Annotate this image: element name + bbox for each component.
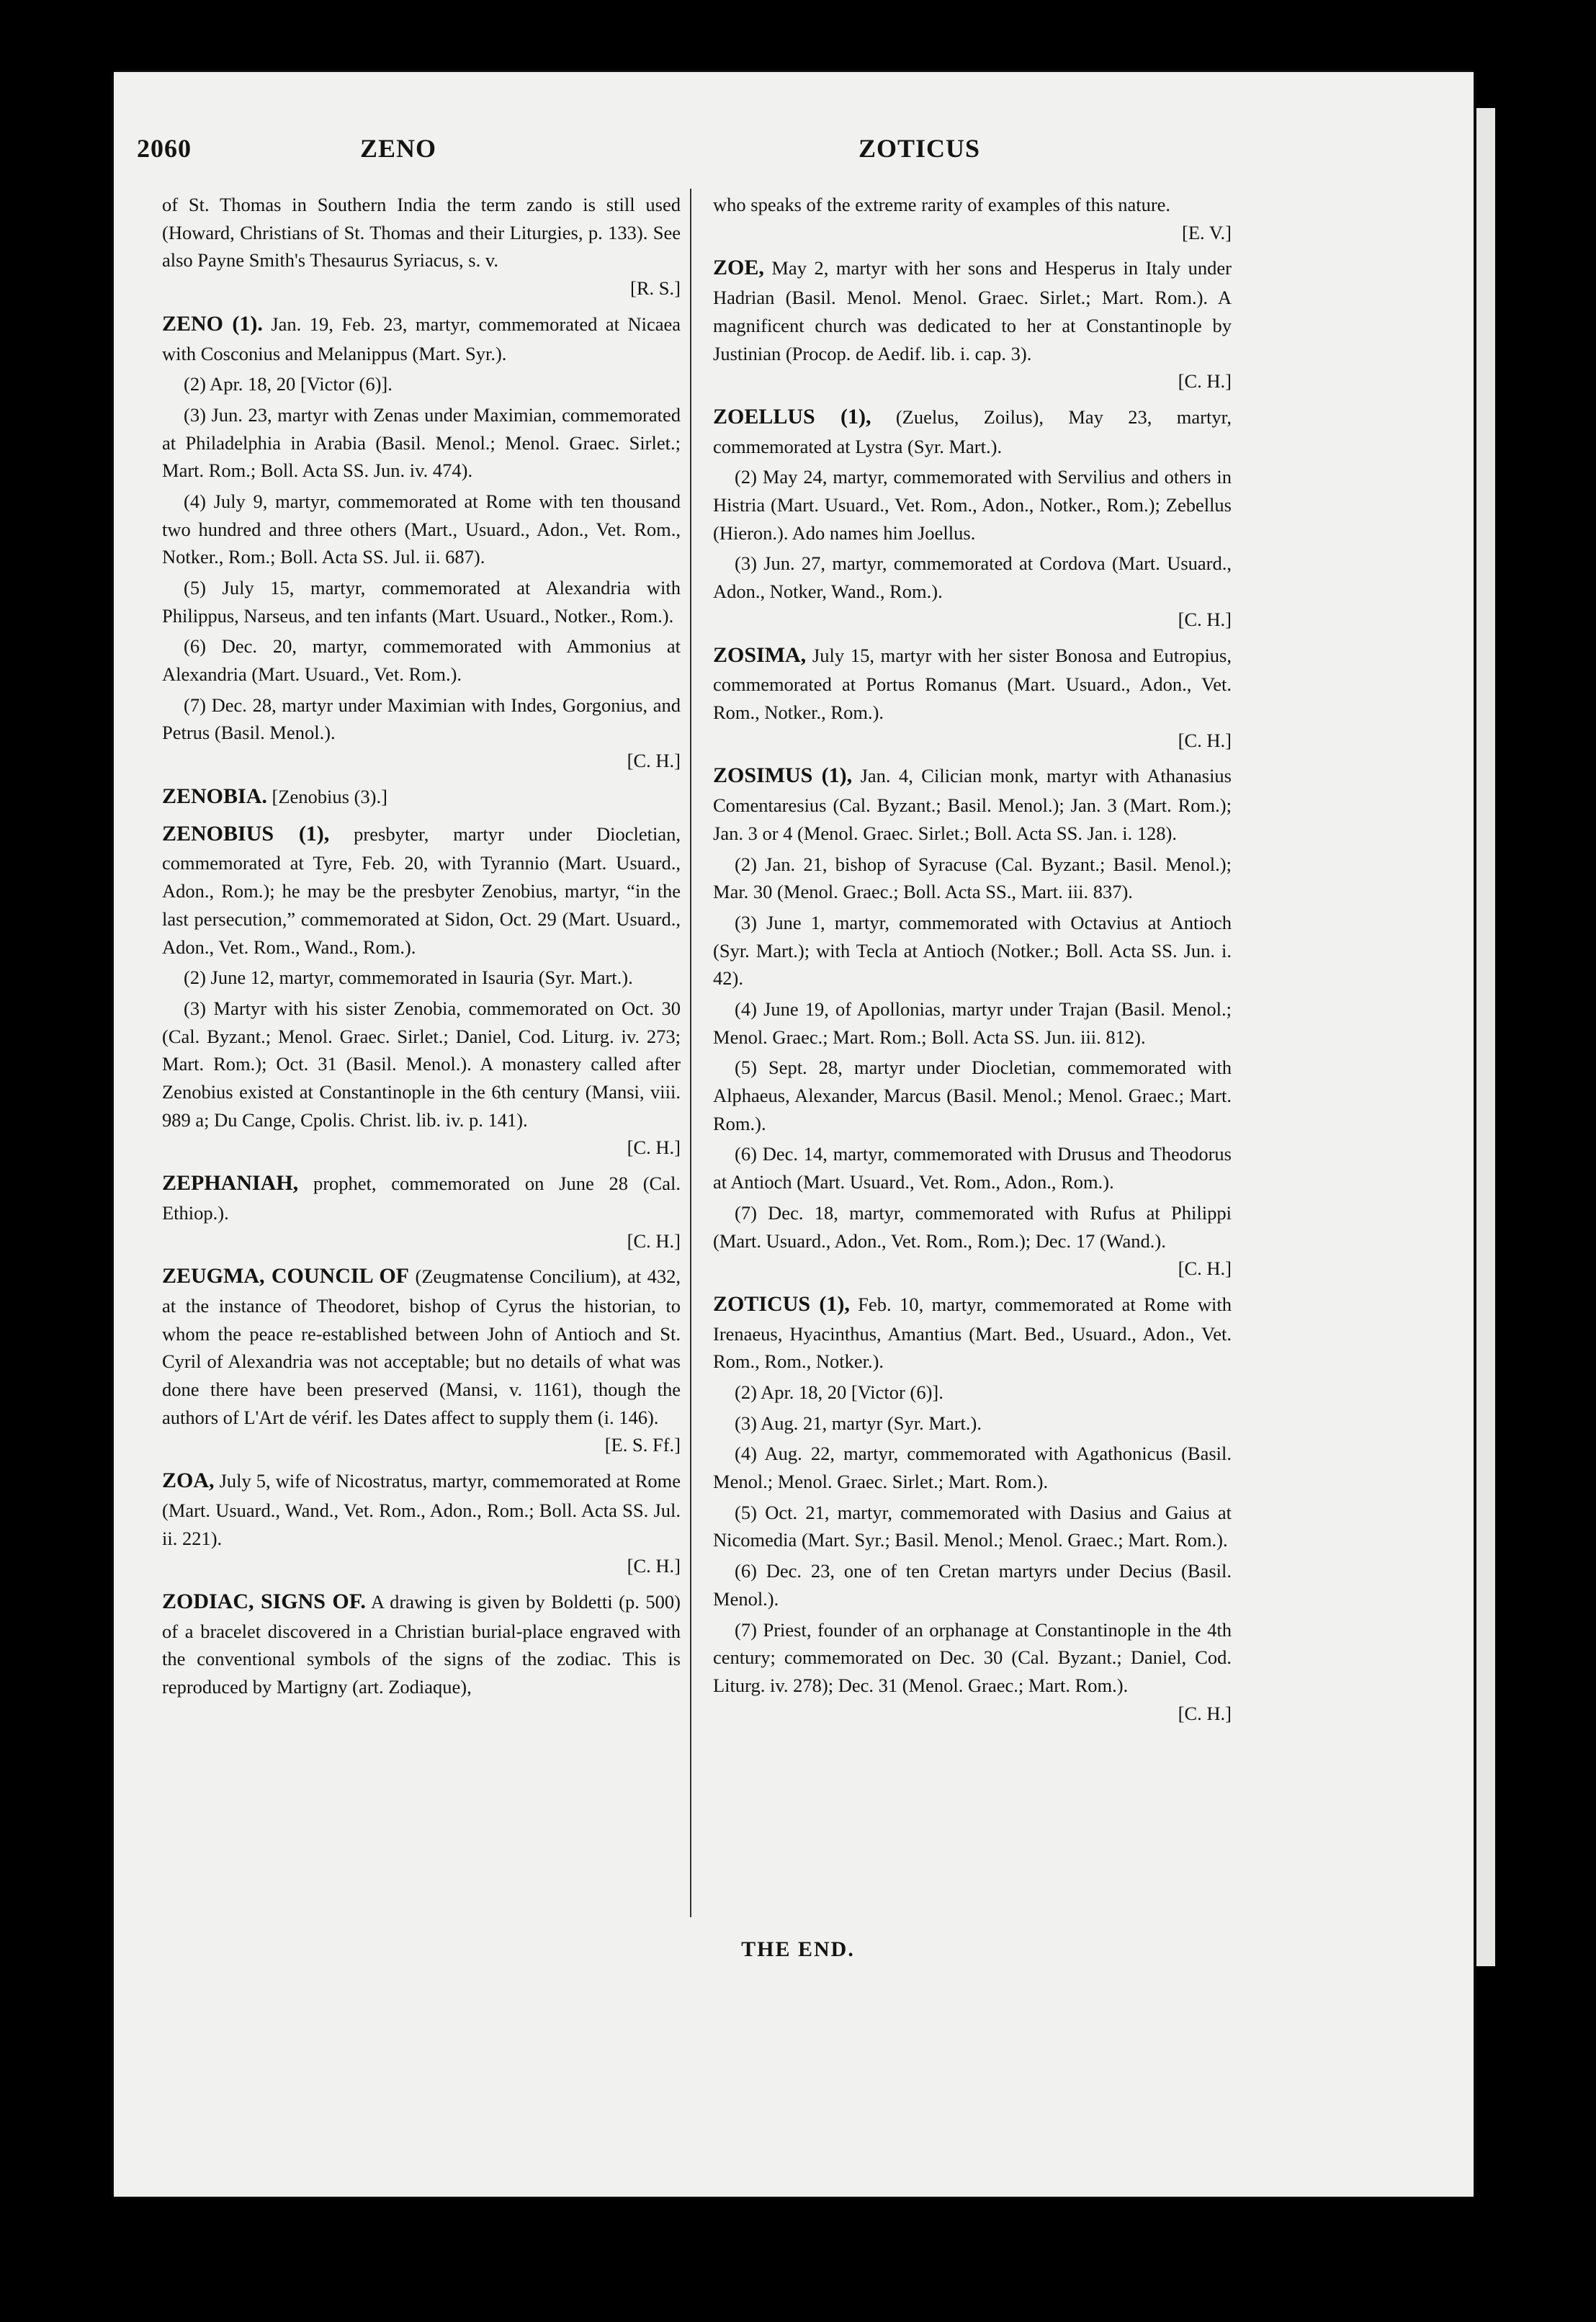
entry-text: who speaks of the extreme rarity of examples of this nature.: [713, 194, 1171, 215]
running-header: [0, 133, 1596, 176]
entry-text: (4) June 19, of Apollonias, martyr under Trajan (Basil. Menol.; Menol. Graec.; Mart. Rom.; Boll. Acta SS. Jun. iii. 812).: [713, 998, 1232, 1048]
entry-headword: ZENO (1).: [162, 311, 263, 336]
right-column: [713, 191, 1232, 1730]
author-signature: [C. H.]: [627, 1229, 681, 1252]
dictionary-entry: [713, 640, 1232, 755]
entry-text: (3) Jun. 23, martyr with Zenas under Maximian, commemorated at Philadelphia in Arabia (Basil. Menol.; Menol. Graec. Sirlet.; Mart. Rom.; Boll. Acta SS. Jun. iv. 474).: [162, 403, 681, 482]
entry-text: (2) June 12, martyr, commemorated in Isauria (Syr. Mart.).: [184, 967, 633, 989]
entry-subitem: [713, 550, 1232, 633]
page-number: 2060: [137, 134, 192, 163]
page-edge: [1476, 108, 1495, 1966]
entry-subitem: [713, 1499, 1232, 1554]
entry-text: (6) Dec. 20, martyr, commemorated with Ammonius at Alexandria (Mart. Usuard., Vet. Rom.).: [162, 635, 681, 686]
entry-text: July 5, wife of Nicostratus, martyr, commemorated at Rome (Mart. Usuard., Wand., Vet. Rom., Adon., Rom.; Boll. Acta SS. Jul. ii. 221).: [162, 1470, 681, 1549]
entry-text: (2) Apr. 18, 20 [Victor (6)].: [184, 373, 393, 395]
column-divider: [690, 189, 691, 1917]
entry-text: (5) Oct. 21, martyr, commemorated with Dasius and Gaius at Nicomedia (Mart. Syr.; Basil. Menol.; Menol. Graec.; Mart. Rom.).: [713, 1501, 1232, 1551]
entry-subitem: [713, 1140, 1232, 1196]
author-signature: [C. H.]: [627, 1555, 681, 1577]
dictionary-entry: [162, 1465, 681, 1580]
entry-headword: ZOSIMUS (1),: [713, 763, 853, 788]
author-signature: [C. H.]: [1178, 1258, 1232, 1280]
entry-subitem: [162, 964, 681, 992]
entry-subitem: [713, 1616, 1232, 1728]
left-column: [162, 191, 681, 1704]
continued-text: [713, 191, 1232, 246]
dictionary-entry: [162, 1167, 681, 1255]
dictionary-entry: [713, 1288, 1232, 1376]
author-signature: [R. S.]: [630, 277, 681, 300]
entry-text: presbyter, martyr under Diocletian, commemorated at Tyre, Feb. 20, with Tyrannio (Mart. Usuard., Adon., Rom.); he may be the presbyter Zenobius, martyr, “in the last persecution,” commemorated at Sidon, Oct. 29 (Mart. Usuard., Adon., Vet. Rom., Wand., Rom.).: [162, 822, 681, 958]
dictionary-entry: [162, 308, 681, 367]
entry-text: (5) July 15, martyr, commemorated at Alexandria with Philippus, Narseus, and ten infants (Mart. Usuard., Notker., Rom.).: [162, 577, 681, 627]
entry-subitem: [162, 632, 681, 688]
entry-text: prophet, commemorated on June 28 (Cal. Ethiop.).: [162, 1173, 681, 1224]
author-signature: [C. H.]: [1178, 729, 1232, 751]
entry-text: A drawing is given by Boldetti (p. 500) of a bracelet discovered in a Christian burial-place engraved with the conventional symbols of the signs of the zodiac. This is reproduced by Martigny (art. Zodiaque),: [162, 1590, 681, 1698]
entry-subitem: [713, 1440, 1232, 1495]
author-signature: [C. H.]: [627, 1137, 681, 1159]
dictionary-entry: [713, 252, 1232, 395]
entry-subitem: [713, 1199, 1232, 1283]
entry-text: (7) Priest, founder of an orphanage at Constantinople in the 4th century; commemorated on Dec. 30 (Cal. Byzant.; Daniel, Cod. Liturg. iv. 278); Dec. 31 (Menol. Graec.; Mart. Rom.).: [713, 1618, 1232, 1696]
entry-text: (2) Jan. 21, bishop of Syracuse (Cal. Byzant.; Basil. Menol.); Mar. 30 (Menol. Graec.; Boll. Acta SS., Mart. iii. 837).: [713, 853, 1232, 903]
entry-text: Jan. 19, Feb. 23, martyr, commemorated at Nicaea with Cosconius and Melanippus (Mart. Syr.).: [162, 313, 681, 364]
author-signature: [C. H.]: [627, 750, 681, 772]
entry-text: Jan. 4, Cilician monk, martyr with Athanasius Comentaresius (Cal. Byzant.; Basil. Menol.); Jan. 3 (Mart. Rom.); Jan. 3 or 4 (Menol. Graec. Sirlet.; Boll. Acta SS. Jan. i. 128).: [713, 765, 1232, 844]
author-signature: [C. H.]: [1178, 370, 1232, 393]
entry-headword: ZOA,: [162, 1469, 215, 1493]
dictionary-entry: [162, 1260, 681, 1459]
dictionary-entry: [713, 760, 1232, 847]
entry-text: (7) Dec. 28, martyr under Maximian with Indes, Gorgonius, and Petrus (Basil. Menol.).: [162, 694, 681, 744]
entry-subitem: [713, 995, 1232, 1051]
entry-text: (Zuelus, Zoilus), May 23, martyr, commemorated at Lystra (Syr. Mart.).: [713, 405, 1232, 457]
entry-subitem: [713, 851, 1232, 906]
entry-text: (2) May 24, martyr, commemorated with Servilius and others in Histria (Mart. Usuard., Vet. Rom., Adon., Notker., Rom.); Zebellus (Hieron.). Ado names him Joellus.: [713, 466, 1232, 544]
entry-text: [Zenobius (3).]: [266, 785, 387, 807]
entry-headword: ZOSIMA,: [713, 642, 807, 667]
entry-subitem: [713, 909, 1232, 992]
author-signature: [C. H.]: [1178, 1702, 1232, 1724]
entry-subitem: [162, 995, 681, 1162]
author-signature: [E. V.]: [1182, 221, 1232, 243]
entry-subitem: [713, 1379, 1232, 1407]
entry-text: of St. Thomas in Southern India the term zando is still used (Howard, Christians of St. Thomas and their Liturgies, p. 133). See also Payne Smith's Thesaurus Syriacus, s. v.: [162, 194, 681, 272]
the-end-label: THE END.: [741, 1937, 855, 1961]
entry-text: July 15, martyr with her sister Bonosa and Eutropius, commemorated at Portus Romanus (Mart. Usuard., Adon., Vet. Rom., Notker., Rom.).: [713, 644, 1232, 724]
entry-text: (2) Apr. 18, 20 [Victor (6)].: [735, 1381, 943, 1404]
dictionary-entry: [162, 818, 681, 961]
entry-subitem: [713, 1054, 1232, 1137]
entry-subitem: [713, 1409, 1232, 1438]
entry-text: (Zeugmatense Concilium), at 432, at the instance of Theodoret, bishop of Cyrus the historian, to whom the peace re-established between John of Antioch and St. Cyril of Alexandria was not acceptable; but no details of what was done there have been preserved (Mansi, v. 1161), though the authors of L'Art de vérif. les Dates affect to supply them (i. 146).: [162, 1265, 681, 1428]
entry-text: (6) Dec. 14, martyr, commemorated with Drusus and Theodorus at Antioch (Mart. Usuard., Vet. Rom., Adon., Rom.).: [713, 1143, 1232, 1193]
entry-headword: ZEUGMA, COUNCIL OF: [162, 1264, 409, 1288]
dictionary-entry: [162, 781, 681, 812]
entry-text: (3) June 1, martyr, commemorated with Octavius at Antioch (Syr. Mart.); with Tecla at Antioch (Notker.; Boll. Acta SS. Jun. i. 42).: [713, 911, 1232, 990]
entry-headword: ZOTICUS (1),: [713, 1291, 850, 1316]
header-right-word: ZOTICUS: [858, 134, 981, 163]
entry-text: Feb. 10, martyr, commemorated at Rome with Irenaeus, Hyacinthus, Amantius (Mart. Bed., Usuard., Adon., Vet. Rom., Rom., Notker.).: [713, 1293, 1232, 1373]
entry-text: (3) Aug. 21, martyr (Syr. Mart.).: [735, 1412, 982, 1434]
author-signature: [C. H.]: [1178, 608, 1232, 630]
entry-text: (3) Martyr with his sister Zenobia, commemorated on Oct. 30 (Cal. Byzant.; Menol. Graec. Sirlet.; Daniel, Cod. Liturg. iv. 273; Mart. Rom.); Oct. 31 (Basil. Menol.). A monastery called after Zenobius existed at Constantinople in the 6th century (Mansi, viii. 989 a; Du Cange, Cpolis. Christ. lib. iv. p. 141).: [162, 997, 681, 1131]
entry-text: (6) Dec. 23, one of ten Cretan martyrs under Decius (Basil. Menol.).: [713, 1560, 1232, 1610]
entry-subitem: [713, 463, 1232, 547]
continued-text: [162, 191, 681, 302]
entry-text: (5) Sept. 28, martyr under Diocletian, commemorated with Alphaeus, Alexander, Marcus (Basil. Menol.; Menol. Graec.; Mart. Rom.).: [713, 1057, 1232, 1134]
entry-headword: ZEPHANIAH,: [162, 1171, 299, 1196]
entry-headword: ZODIAC, SIGNS OF.: [162, 1589, 366, 1613]
entry-subitem: [713, 1557, 1232, 1613]
dictionary-entry: [713, 401, 1232, 460]
entry-text: May 2, martyr with her sons and Hesperus in Italy under Hadrian (Basil. Menol. Menol. Graec. Sirlet.; Mart. Rom.). A magnificent church was dedicated to her at Constantinople by Justinian (Procop. de Aedif. lib. i. cap. 3).: [713, 257, 1232, 364]
entry-headword: ZOE,: [713, 256, 764, 280]
entry-subitem: [162, 370, 681, 398]
entry-subitem: [162, 574, 681, 629]
entry-subitem: [162, 488, 681, 571]
entry-text: (4) July 9, martyr, commemorated at Rome with ten thousand two hundred and three others (Mart., Usuard., Adon., Vet. Rom., Notker., Rom.; Boll. Acta SS. Jul. ii. 687).: [162, 490, 681, 568]
entry-subitem: [162, 401, 681, 485]
entry-headword: ZENOBIA.: [162, 784, 267, 808]
entry-subitem: [162, 691, 681, 775]
entry-text: (3) Jun. 27, martyr, commemorated at Cordova (Mart. Usuard., Adon., Notker, Wand., Rom.).: [713, 552, 1232, 603]
dictionary-entry: [162, 1586, 681, 1701]
entry-headword: ZENOBIUS (1),: [162, 821, 330, 846]
entry-text: (7) Dec. 18, martyr, commemorated with Rufus at Philippi (Mart. Usuard., Adon., Vet. Rom., Rom.); Dec. 17 (Wand.).: [713, 1201, 1232, 1252]
entry-headword: ZOELLUS (1),: [713, 404, 871, 429]
author-signature: [E. S. Ff.]: [604, 1434, 681, 1456]
header-left-word: ZENO: [360, 134, 437, 163]
entry-text: (4) Aug. 22, martyr, commemorated with Agathonicus (Basil. Menol.; Menol. Graec. Sirlet.; Mart. Rom.).: [713, 1443, 1232, 1493]
